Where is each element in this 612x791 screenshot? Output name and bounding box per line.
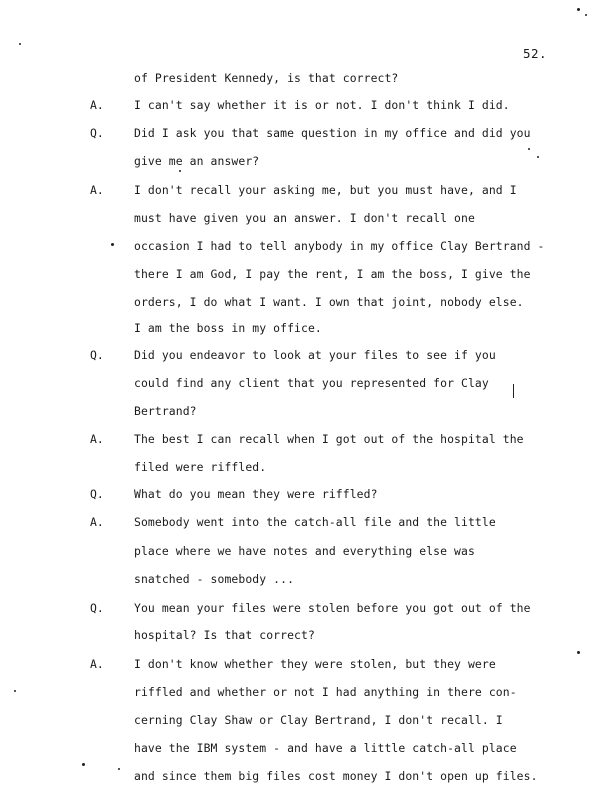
speaker-answer: A.: [90, 432, 104, 446]
transcript-line: What do you mean they were riffled?: [134, 487, 378, 501]
transcript-line: Somebody went into the catch-all file and the little: [134, 515, 496, 529]
scan-speck: [179, 170, 181, 172]
transcript-line: orders, I do what I want. I own that joint, nobody else.: [134, 295, 524, 309]
speaker-question: Q.: [90, 348, 104, 362]
transcript-line: must have given you an answer. I don't recall one: [134, 211, 475, 225]
transcript-line: snatched - somebody ...: [134, 572, 295, 586]
speaker-answer: A.: [90, 657, 104, 671]
transcript-line: and since them big files cost money I don't open up files.: [134, 769, 538, 783]
scan-speck: [577, 651, 580, 654]
speaker-answer: A.: [90, 515, 104, 529]
speaker-answer: A.: [90, 183, 104, 197]
transcript-line: filed were riffled.: [134, 460, 267, 474]
transcript-line: place where we have notes and everything else was: [134, 544, 475, 558]
speaker-question: Q.: [90, 487, 104, 501]
transcript-line: The best I can recall when I got out of the hospital the: [134, 432, 524, 446]
scan-speck: [537, 156, 539, 158]
transcript-line: cerning Clay Shaw or Clay Bertrand, I don't recall. I: [134, 713, 503, 727]
scan-speck: [577, 8, 580, 11]
scan-mark: [513, 384, 514, 398]
transcript-line: give me an answer?: [134, 154, 260, 168]
transcript-line: Did you endeavor to look at your files to see if you: [134, 348, 496, 362]
speaker-question: Q.: [90, 126, 104, 140]
transcript-line: could find any client that you represented for Clay: [134, 376, 489, 390]
transcript-line: Did I ask you that same question in my office and did you: [134, 126, 531, 140]
scan-speck: [528, 148, 530, 150]
scan-speck: [111, 243, 114, 246]
transcript-line: Bertrand?: [134, 404, 197, 418]
transcript-line: You mean your files were stolen before you got out of the: [134, 601, 531, 615]
page-number: 52.: [523, 46, 548, 61]
transcript-line: I am the boss in my office.: [134, 321, 322, 335]
transcript-line: occasion I had to tell anybody in my office Clay Bertrand -: [134, 239, 545, 253]
scan-speck: [19, 43, 21, 45]
transcript-line: riffled and whether or not I had anything in there con-: [134, 685, 517, 699]
scan-speck: [82, 763, 85, 766]
speaker-question: Q.: [90, 601, 104, 615]
scan-speck: [14, 690, 16, 692]
transcript-line: of President Kennedy, is that correct?: [134, 71, 399, 85]
transcript-line: hospital? Is that correct?: [134, 628, 315, 642]
scan-speck: [585, 14, 587, 16]
speaker-answer: A.: [90, 98, 104, 112]
scan-speck: [118, 768, 120, 770]
transcript-line: I can't say whether it is or not. I don't think I did.: [134, 98, 510, 112]
transcript-line: have the IBM system - and have a little catch-all place: [134, 741, 517, 755]
transcript-line: I don't know whether they were stolen, but they were: [134, 657, 496, 671]
transcript-line: I don't recall your asking me, but you must have, and I: [134, 183, 517, 197]
transcript-line: there I am God, I pay the rent, I am the boss, I give the: [134, 267, 531, 281]
